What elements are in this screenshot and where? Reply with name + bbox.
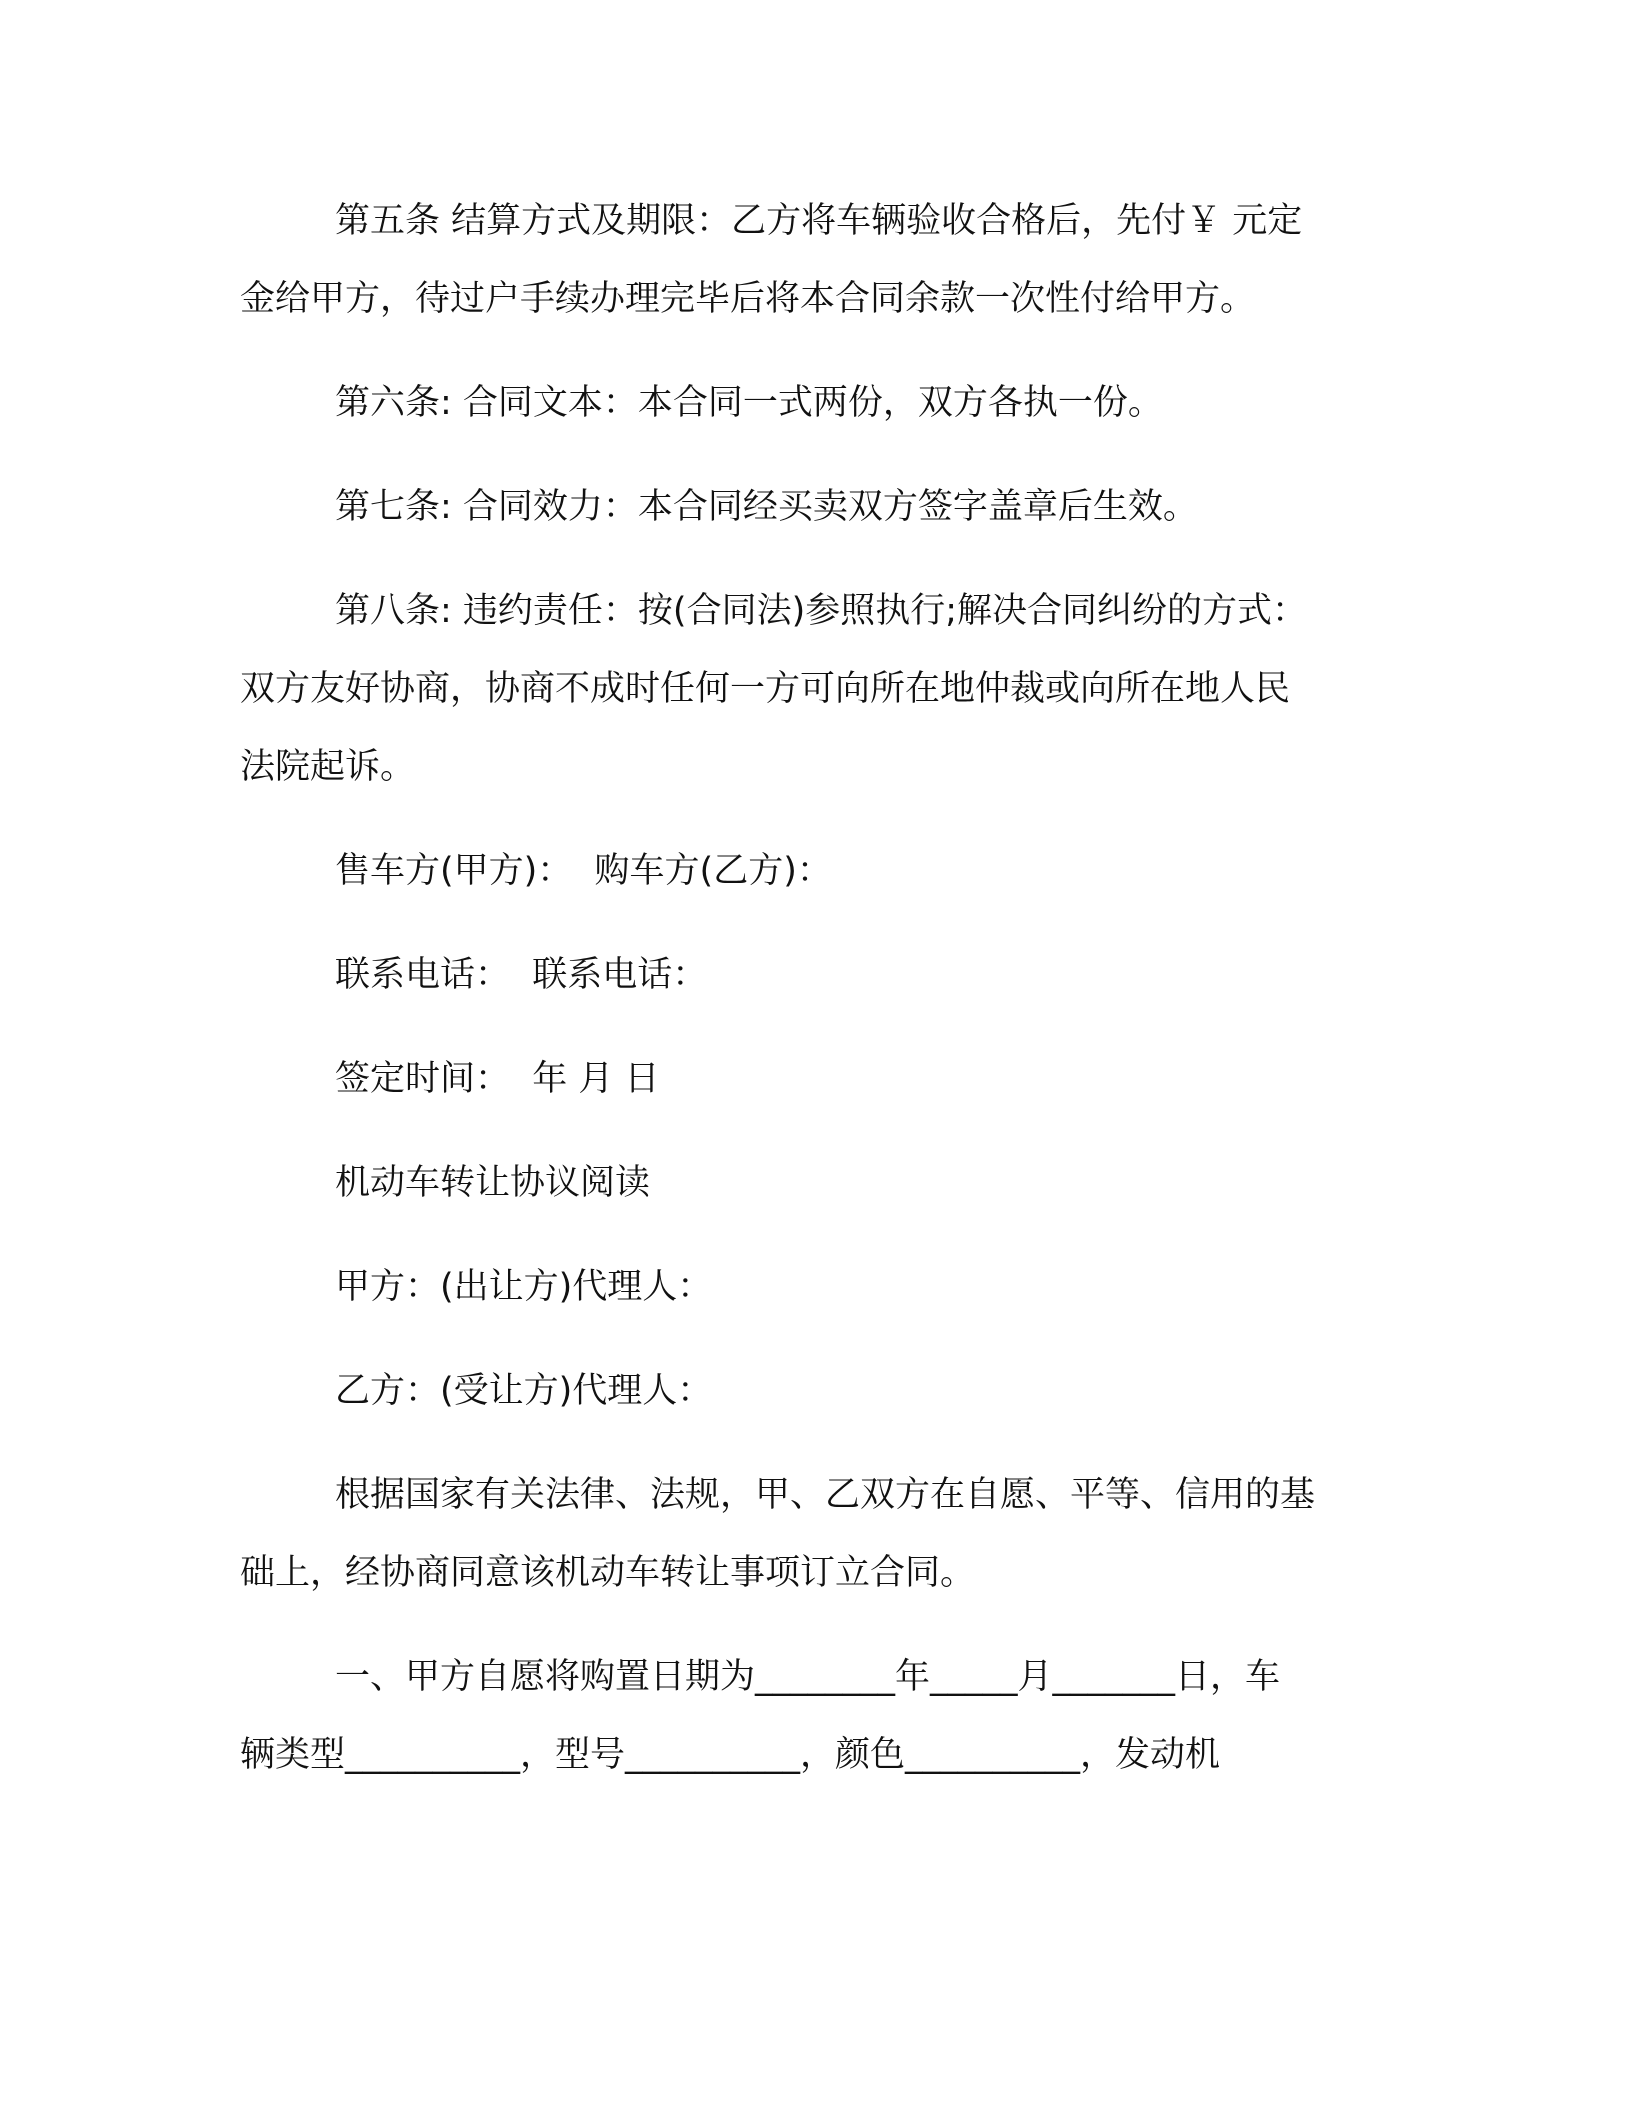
text-line: 甲方：(出让方)代理人： bbox=[335, 1267, 713, 1307]
clause-1-paragraph bbox=[240, 1638, 1390, 1794]
document-body bbox=[240, 182, 1390, 1820]
clause-5-paragraph bbox=[240, 182, 1390, 338]
party-a-line bbox=[240, 1248, 1390, 1326]
text-line: 法院起诉。 bbox=[240, 747, 416, 787]
text-line: 第六条: 合同文本：本合同一式两份，双方各执一份。 bbox=[335, 383, 1163, 423]
text-line: 础上，经协商同意该机动车转让事项订立合同。 bbox=[240, 1553, 976, 1593]
text-line: 签定时间： 年 月 日 bbox=[335, 1059, 660, 1099]
text-line: 联系电话： 联系电话： bbox=[335, 955, 708, 995]
text-line: 第五条 结算方式及期限：乙方将车辆验收合格后，先付￥ 元定 bbox=[335, 201, 1303, 241]
text-line: 第八条: 违约责任：按(合同法)参照执行;解决合同纠纷的方式： bbox=[335, 591, 1308, 631]
party-b-line bbox=[240, 1352, 1390, 1430]
text-line: 机动车转让协议阅读 bbox=[335, 1163, 651, 1203]
section-heading bbox=[240, 1144, 1390, 1222]
clause-7-paragraph bbox=[240, 468, 1390, 546]
text-line: 双方友好协商，协商不成时任何一方可向所在地仲裁或向所在地人民 bbox=[240, 669, 1291, 709]
seller-buyer-line bbox=[240, 832, 1390, 910]
clause-6-paragraph bbox=[240, 364, 1390, 442]
text-line: 辆类型__________，型号__________，颜色__________，发动机 bbox=[240, 1735, 1221, 1775]
signing-date-line bbox=[240, 1040, 1390, 1118]
text-line: 售车方(甲方)： 购车方(乙方)： bbox=[335, 851, 832, 891]
text-line: 一、甲方自愿将购置日期为________年_____月_______日，车 bbox=[335, 1657, 1281, 1697]
text-line: 乙方：(受让方)代理人： bbox=[335, 1371, 713, 1411]
text-line: 根据国家有关法律、法规，甲、乙双方在自愿、平等、信用的基 bbox=[335, 1475, 1316, 1515]
text-line: 金给甲方，待过户手续办理完毕后将本合同余款一次性付给甲方。 bbox=[240, 279, 1256, 319]
text-line: 第七条: 合同效力：本合同经买卖双方签字盖章后生效。 bbox=[335, 487, 1198, 527]
clause-8-paragraph bbox=[240, 572, 1390, 806]
contact-phone-line bbox=[240, 936, 1390, 1014]
preamble-paragraph bbox=[240, 1456, 1390, 1612]
